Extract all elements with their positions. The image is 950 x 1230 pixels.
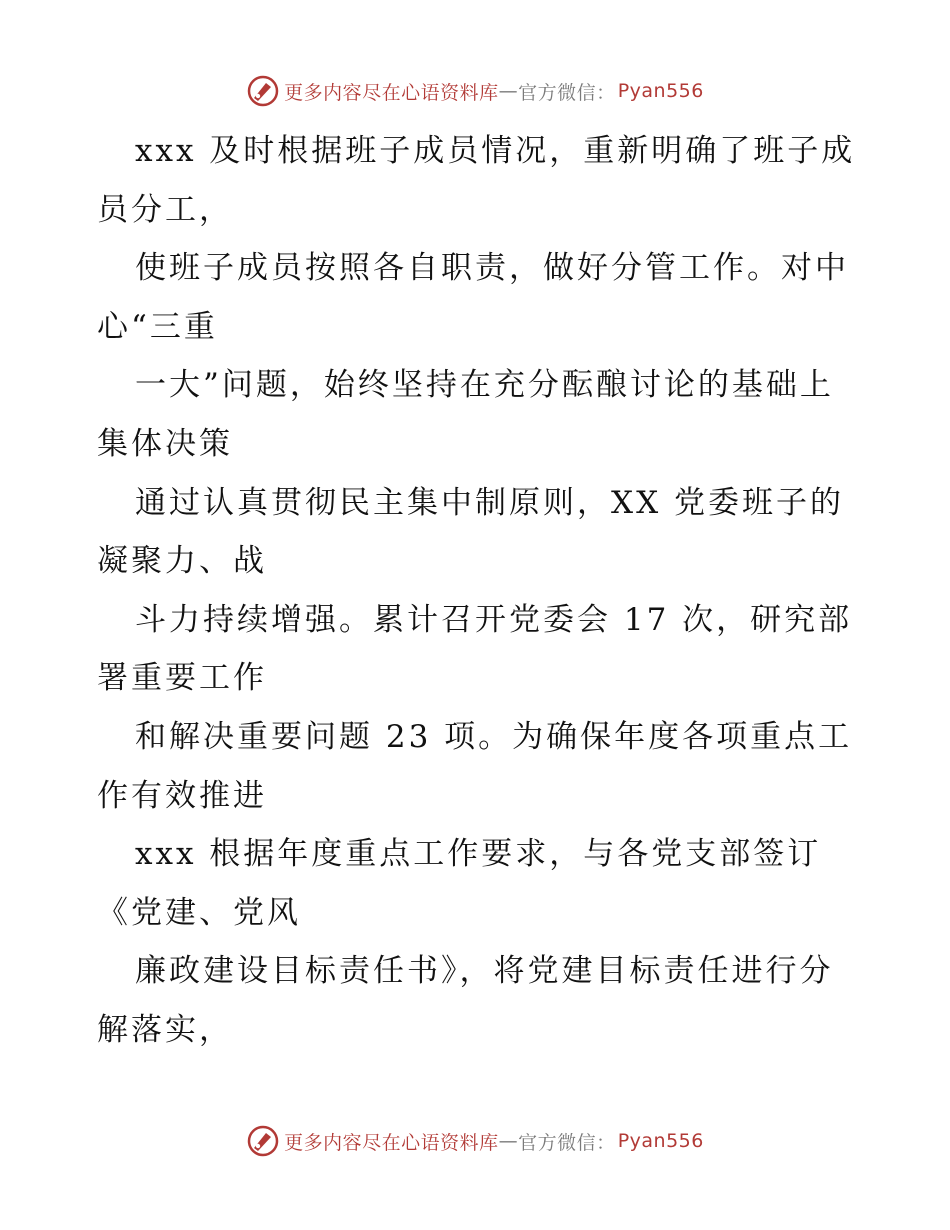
text-line: 通过认真贯彻民主集中制原则，XX 党委班子的 xyxy=(135,484,844,521)
text-line: 廉政建设目标责任书》，将党建目标责任进行分 xyxy=(135,953,834,990)
text-line: xxx 根据年度重点工作要求，与各党支部签订 xyxy=(135,836,822,873)
watermark-brand-text: 更多内容尽在心语资料库 xyxy=(284,81,499,104)
text-line: 凝聚力、战 xyxy=(97,543,267,580)
text-line: 解落实， xyxy=(97,1011,233,1048)
text-line: 心“三重 xyxy=(97,308,218,345)
text-line: 一大”问题，始终坚持在充分酝酿讨论的基础上 xyxy=(135,367,834,404)
text-line: 作有效推进 xyxy=(97,777,267,814)
text-line: 斗力持续增强。累计召开党委会 17 次，研究部 xyxy=(135,601,853,638)
footer-watermark xyxy=(0,1121,950,1161)
watermark-brand-text: 更多内容尽在心语资料库 xyxy=(284,1131,499,1154)
text-line: 《党建、党风 xyxy=(97,894,301,931)
document-body xyxy=(97,122,857,1060)
text-line: 使班子成员按照各自职责，做好分管工作。对中 xyxy=(135,250,849,287)
text-line: 集体决策 xyxy=(97,425,233,462)
watermark-official-label: 官方微信： xyxy=(518,81,616,104)
header-watermark xyxy=(0,71,950,111)
text-line: 和解决重要问题 23 项。为确保年度各项重点工 xyxy=(135,718,853,755)
text-line: xxx 及时根据班子成员情况，重新明确了班子成 xyxy=(135,133,856,169)
watermark-dash: — xyxy=(498,1130,519,1152)
watermark-dash: — xyxy=(498,80,519,102)
text-line: 员分工， xyxy=(97,191,233,228)
pen-nib-circle-icon xyxy=(246,74,280,108)
watermark-wechat-id: Pyan556 xyxy=(617,80,704,102)
watermark-official-label: 官方微信： xyxy=(518,1131,616,1154)
watermark-wechat-id: Pyan556 xyxy=(617,1130,704,1152)
pen-nib-circle-icon xyxy=(246,1124,280,1158)
text-line: 署重要工作 xyxy=(97,660,267,697)
